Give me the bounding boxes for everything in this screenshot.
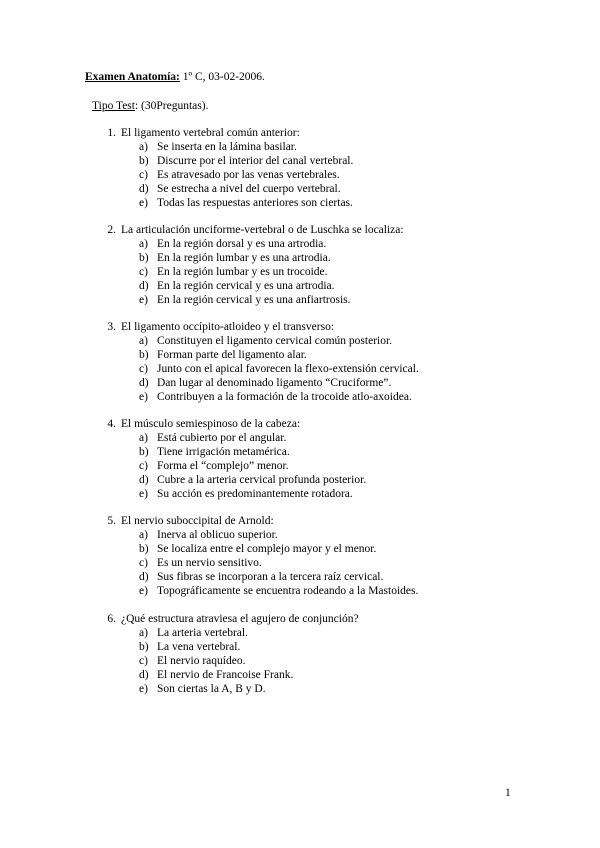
question-number: 3. — [107, 321, 116, 333]
option-c — [0, 265, 600, 279]
option-e — [0, 682, 600, 696]
option-letter: d) — [139, 377, 149, 389]
question-text: La articulación unciforme-vertebral o de Luschka se localiza: — [121, 224, 404, 236]
option-a — [0, 431, 600, 445]
option-e — [0, 390, 600, 404]
option-letter: a) — [139, 627, 148, 639]
option-e — [0, 293, 600, 307]
option-a — [0, 626, 600, 640]
option-text: El nervio raquídeo. — [157, 655, 246, 667]
option-b — [0, 348, 600, 362]
option-letter: c) — [139, 557, 148, 569]
option-text: Dan lugar al denominado ligamento “Cruciforme”. — [157, 377, 392, 389]
question-text: El ligamento occípito-atloideo y el transverso: — [121, 321, 335, 333]
option-text: En la región cervical y es una artrodia. — [157, 280, 335, 292]
option-letter: b) — [139, 155, 149, 167]
option-letter: a) — [139, 141, 148, 153]
option-letter: c) — [139, 655, 148, 667]
question-stem — [0, 126, 600, 140]
option-text: Discurre por el interior del canal vertebral. — [157, 155, 354, 167]
option-text: Inerva al oblicuo superior. — [157, 529, 278, 541]
question-text: El músculo semiespinoso de la cabeza: — [121, 418, 301, 430]
option-letter: b) — [139, 446, 149, 458]
exam-header — [85, 70, 265, 84]
question-number: 2. — [107, 224, 116, 236]
option-letter: e) — [139, 197, 148, 209]
exam-title: Examen Anatomía: — [85, 71, 180, 83]
test-type-info: : (30Preguntas). — [134, 100, 209, 112]
question-text: El ligamento vertebral común anterior: — [121, 127, 300, 139]
option-text: El nervio de Francoise Frank. — [157, 669, 294, 681]
question-5 — [0, 514, 600, 598]
option-text: La vena vertebral. — [157, 641, 241, 653]
question-stem — [0, 612, 600, 626]
option-text: En la región cervical y es una anfiartrosis. — [157, 294, 351, 306]
option-letter: e) — [139, 585, 148, 597]
question-number: 6. — [107, 613, 116, 625]
question-number: 1. — [107, 127, 116, 139]
option-a — [0, 140, 600, 154]
test-type-label: Tipo Test — [92, 100, 135, 112]
test-type-line — [92, 99, 208, 113]
question-text: ¿Qué estructura atraviesa el agujero de conjunción? — [121, 613, 359, 625]
option-e — [0, 487, 600, 501]
option-d — [0, 668, 600, 682]
question-stem — [0, 514, 600, 528]
option-letter: e) — [139, 488, 148, 500]
option-c — [0, 362, 600, 376]
option-c — [0, 654, 600, 668]
option-letter: a) — [139, 432, 148, 444]
question-stem — [0, 223, 600, 237]
question-list — [0, 126, 600, 709]
option-text: Es atravesado por las venas vertebrales. — [157, 169, 340, 181]
option-a — [0, 237, 600, 251]
option-text: Todas las respuestas anteriores son ciertas. — [157, 197, 353, 209]
option-letter: a) — [139, 238, 148, 250]
option-letter: b) — [139, 641, 149, 653]
question-text: El nervio suboccipital de Arnold: — [121, 515, 274, 527]
option-a — [0, 334, 600, 348]
option-letter: b) — [139, 252, 149, 264]
option-text: En la región lumbar y es una artrodia. — [157, 252, 331, 264]
option-d — [0, 570, 600, 584]
option-e — [0, 584, 600, 598]
question-stem — [0, 417, 600, 431]
question-6 — [0, 612, 600, 696]
option-text: En la región lumbar y es un trocoide. — [157, 266, 328, 278]
option-letter: d) — [139, 669, 149, 681]
option-letter: d) — [139, 571, 149, 583]
question-1 — [0, 126, 600, 210]
option-text: Son ciertas la A, B y D. — [157, 683, 266, 695]
option-letter: b) — [139, 349, 149, 361]
option-text: Topográficamente se encuentra rodeando a la Mastoides. — [157, 585, 419, 597]
question-4 — [0, 417, 600, 501]
option-text: Contribuyen a la formación de la trocoide atlo-axoidea. — [157, 391, 412, 403]
option-letter: e) — [139, 683, 148, 695]
option-letter: c) — [139, 169, 148, 181]
option-letter: d) — [139, 280, 149, 292]
option-c — [0, 459, 600, 473]
option-c — [0, 556, 600, 570]
option-b — [0, 640, 600, 654]
question-3 — [0, 320, 600, 404]
option-d — [0, 473, 600, 487]
option-letter: b) — [139, 543, 149, 555]
page-number: 1 — [505, 787, 511, 799]
option-text: Forma el “complejo” menor. — [157, 460, 289, 472]
option-text: Constituyen el ligamento cervical común posterior. — [157, 335, 393, 347]
option-text: Sus fibras se incorporan a la tercera raíz cervical. — [157, 571, 384, 583]
option-text: En la región dorsal y es una artrodia. — [157, 238, 327, 250]
option-e — [0, 196, 600, 210]
option-letter: c) — [139, 460, 148, 472]
option-c — [0, 168, 600, 182]
option-letter: d) — [139, 183, 149, 195]
option-letter: d) — [139, 474, 149, 486]
option-text: Forman parte del ligamento alar. — [157, 349, 307, 361]
option-text: Tiene irrigación metamérica. — [157, 446, 290, 458]
option-d — [0, 376, 600, 390]
option-text: Se inserta en la lámina basilar. — [157, 141, 297, 153]
option-d — [0, 279, 600, 293]
option-letter: c) — [139, 363, 148, 375]
option-text: Se estrecha a nivel del cuerpo vertebral. — [157, 183, 341, 195]
option-a — [0, 528, 600, 542]
option-letter: a) — [139, 529, 148, 541]
option-letter: c) — [139, 266, 148, 278]
option-text: Su acción es predominantemente rotadora. — [157, 488, 353, 500]
option-text: Se localiza entre el complejo mayor y el menor. — [157, 543, 377, 555]
option-text: La arteria vertebral. — [157, 627, 248, 639]
question-number: 5. — [107, 515, 116, 527]
option-text: Está cubierto por el angular. — [157, 432, 287, 444]
option-text: Es un nervio sensitivo. — [157, 557, 262, 569]
option-d — [0, 182, 600, 196]
question-stem — [0, 320, 600, 334]
option-letter: e) — [139, 391, 148, 403]
question-2 — [0, 223, 600, 307]
option-b — [0, 542, 600, 556]
option-b — [0, 445, 600, 459]
exam-info: 1º C, 03-02-2006. — [179, 71, 265, 83]
option-letter: e) — [139, 294, 148, 306]
option-text: Cubre a la arteria cervical profunda posterior. — [157, 474, 367, 486]
option-b — [0, 251, 600, 265]
option-b — [0, 154, 600, 168]
option-text: Junto con el apical favorecen la flexo-extensión cervical. — [157, 363, 419, 375]
question-number: 4. — [107, 418, 116, 430]
option-letter: a) — [139, 335, 148, 347]
